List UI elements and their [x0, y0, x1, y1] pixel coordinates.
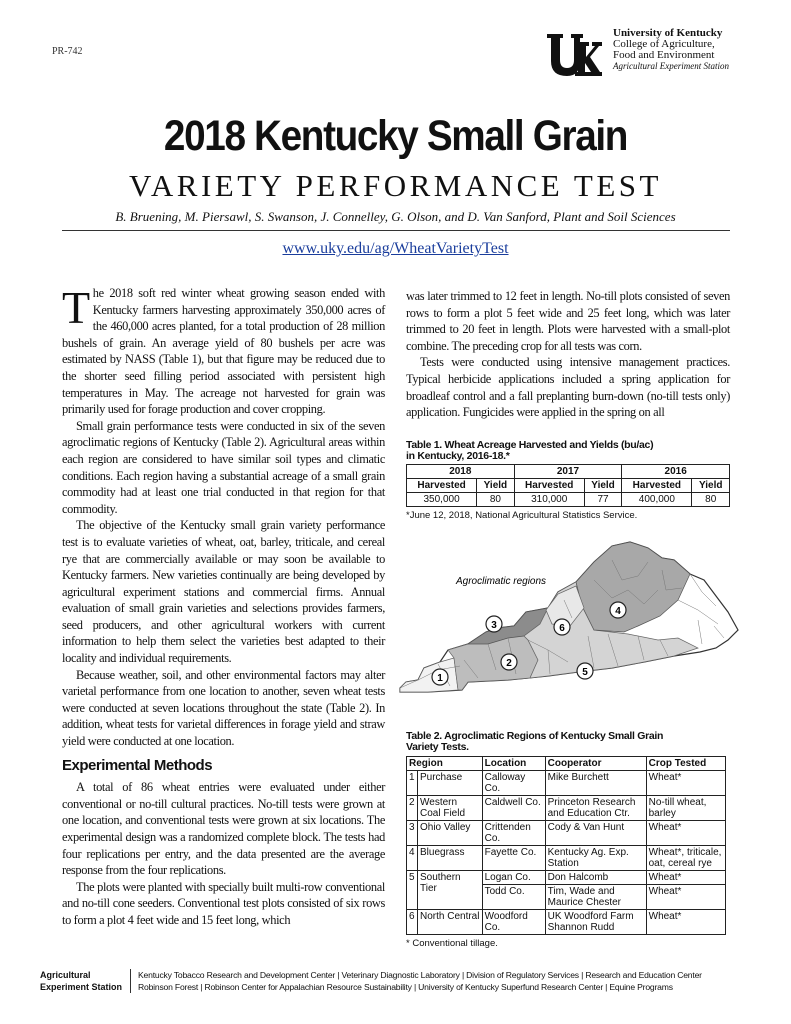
table-row [407, 910, 726, 935]
svg-text:6: 6 [559, 623, 565, 634]
website-link[interactable]: www.uky.edu/ag/WheatVarietyTest [282, 240, 509, 257]
svg-text:2: 2 [506, 658, 512, 669]
table-cell: Todd Co. [482, 885, 545, 910]
paragraph-locations: Because weather, soil, and other environmental factors may alter varietal performance from one location to another, seven wheat tests were conducted at seven locations throughout the state (Table 2). In addition, wheat tests for varietal differences in forage yield and straw yield were conducted at one location. [62, 667, 385, 749]
table-row [407, 771, 726, 796]
region-marker-5 [577, 663, 593, 679]
footer-station: Agricultural Experiment Station [40, 970, 123, 992]
table-cell: 1 [407, 771, 418, 796]
table-cell: No-till wheat, barley [646, 796, 725, 821]
table-cell: 350,000 [407, 493, 477, 507]
table-row [407, 493, 730, 507]
table-cell: Caldwell Co. [482, 796, 545, 821]
footer-units: Kentucky Tobacco Research and Development Center | Veterinary Diagnostic Laboratory | Division of Regulatory Services | Research and Education Center Robinson Forest | Robinson Center for Appalachian Resource Sustainability | University of Kentucky Superfund Research Center | Equine Programs [138, 970, 702, 992]
table-cell: Fayette Co. [482, 846, 545, 871]
table-cell: 4 [407, 846, 418, 871]
table-cell: Southern Tier [418, 871, 483, 910]
svg-text:3: 3 [491, 620, 497, 631]
paragraph-entries: A total of 86 wheat entries were evaluated under either conventional or no-till cultural practices. No-till tests were grown at one location, and conventional tests were grown at six locations. The experimental design was a randomized complete block. The tests had four replications per entry, and the data presented are the average response from the four replications. [62, 780, 385, 878]
table-cell: North Central [418, 910, 483, 935]
table-cell: 6 [407, 910, 418, 935]
table2-header: Cooperator [545, 757, 646, 771]
table1-year: 2016 [622, 465, 730, 479]
paragraph-management: Tests were conducted using intensive management practices. Typical herbicide applications included a spring application for broadleaf control and a fall preplanting burn-down (no-till tests only) application. Fungicides were applied in the spring on all [406, 355, 730, 420]
table-cell: 400,000 [622, 493, 692, 507]
intro-paragraph: The 2018 soft red winter wheat growing season ended with Kentucky farmers harvesting approximately 350,000 acres of the 460,000 acres planted, for a total production of 28 million bushels of grain. An average yield of 80 bushels per acre was estimated by NASS (Table 1), but that figure may be reduced due to the shorter seed filling period associated with persistent high temperatures in May. The acreage not harvested for grain was primarily used for forage production and cover cropping. [62, 282, 385, 417]
svg-text:4: 4 [615, 606, 621, 617]
region-marker-2 [501, 654, 517, 670]
table1-col-yield: Yield [692, 479, 730, 493]
table-cell: Western Coal Field [418, 796, 483, 821]
table-cell: Wheat* [646, 885, 725, 910]
uk-logo [545, 32, 603, 78]
paragraph-objective: The objective of the Kentucky small grain variety performance test is to evaluate varieties of wheat, oat, barley, triticale, and cereal rye that are commercially available or may soon be available to Kentucky farmers. New varieties continually are being developed by agricultural experiment stations and commercial firms. Annual evaluation of small grain varieties and selections provides farmers, seed producers, and other agricultural workers with current information to help them select the varieties best adapted to their locality and individual requirements. [62, 518, 385, 666]
map-label: Agroclimatic regions [456, 576, 547, 587]
section-heading: Experimental Methods [62, 756, 213, 774]
table-cell: Bluegrass [418, 846, 483, 871]
table1 [406, 464, 730, 507]
svg-text:1: 1 [437, 673, 443, 684]
region-marker-4 [610, 602, 626, 618]
table-cell: 3 [407, 821, 418, 846]
region-marker-3 [486, 616, 502, 632]
institution-block [613, 28, 729, 72]
table-cell: Wheat* [646, 910, 725, 935]
table1-year: 2017 [514, 465, 622, 479]
table-cell: Wheat* [646, 771, 725, 796]
table-cell: Don Halcomb [545, 871, 646, 885]
page-subtitle: VARIETY PERFORMANCE TEST [129, 168, 662, 203]
table1-col-harvested: Harvested [622, 479, 692, 493]
table-cell: Kentucky Ag. Exp. Station [545, 846, 646, 871]
region-marker-1 [432, 669, 448, 685]
table-row [407, 796, 726, 821]
table-cell: Wheat* [646, 871, 725, 885]
table2-header: Region [407, 757, 483, 771]
table-cell: Crittenden Co. [482, 821, 545, 846]
left-column [62, 282, 385, 929]
table-cell: Princeton Research and Education Ctr. [545, 796, 646, 821]
table-row [407, 846, 726, 871]
table-cell: Purchase [418, 771, 483, 796]
table-row [407, 871, 726, 885]
table-cell: Ohio Valley [418, 821, 483, 846]
kentucky-map [398, 540, 743, 695]
college-line2: Food and Environment [613, 49, 715, 61]
table1-block [406, 440, 730, 521]
paragraph-plots: The plots were planted with specially built multi-row conventional and no-till cone seeders. Conventional test plots consisted of six rows to form a plot 4 feet wide and 15 feet long, which [62, 879, 385, 927]
table-cell: 2 [407, 796, 418, 821]
table-cell: Logan Co. [482, 871, 545, 885]
table-cell: 310,000 [514, 493, 584, 507]
page-title: 2018 Kentucky Small Grain [163, 112, 628, 160]
university-name: University of Kentucky [613, 27, 723, 39]
table-cell: 80 [692, 493, 730, 507]
svg-text:5: 5 [582, 667, 588, 678]
station-name: Agricultural Experiment Station [613, 61, 729, 71]
table-cell: Woodford Co. [482, 910, 545, 935]
footer-divider [130, 969, 131, 993]
table2-header: Crop Tested [646, 757, 725, 771]
table-cell: UK Woodford Farm Shannon Rudd [545, 910, 646, 935]
table2-note: * Conventional tillage. [406, 938, 498, 949]
table-cell: Calloway Co. [482, 771, 545, 796]
table-cell: 77 [584, 493, 622, 507]
table1-caption: Table 1. Wheat Acreage Harvested and Yields (bu/ac) in Kentucky, 2016-18.* [406, 439, 654, 462]
table1-col-yield: Yield [477, 479, 515, 493]
drop-cap: T [62, 282, 90, 333]
table1-col-harvested: Harvested [407, 479, 477, 493]
right-column-text [406, 288, 730, 421]
document-code: PR-742 [52, 46, 83, 57]
table2-block [406, 731, 730, 949]
college-line1: College of Agriculture, [613, 38, 715, 50]
header-divider [62, 230, 730, 231]
table2-caption: Table 2. Agroclimatic Regions of Kentucky Small Grain Variety Tests. [406, 730, 664, 753]
table1-note: *June 12, 2018, National Agricultural Statistics Service. [406, 510, 638, 521]
table-cell: Tim, Wade and Maurice Chester [545, 885, 646, 910]
table-cell: Wheat* [646, 821, 725, 846]
table2 [406, 756, 726, 935]
paragraph-trimmed: was later trimmed to 12 feet in length. No-till plots consisted of seven rows to form a plot 5 feet wide and 25 feet long, which was later trimmed to 20 feet in length. Plots were harvested with a small-plot combine. The preceding crop for all tests was corn. [406, 289, 730, 353]
table-row [407, 821, 726, 846]
table-cell: 5 [407, 871, 418, 910]
paragraph-regions: Small grain performance tests were conducted in six of the seven agroclimatic regions of Kentucky (Table 2). Agricultural areas within each region are considered to have similar soil types and climatic conditions. Each region having a substantial acreage of a small grain commodity had at least one trial conducted in that region for that commodity. [62, 418, 385, 516]
table-cell: Cody & Van Hunt [545, 821, 646, 846]
table-cell: 80 [477, 493, 515, 507]
authors-line: B. Bruening, M. Piersawl, S. Swanson, J. Connelley, G. Olson, and D. Van Sanford, Plant and Soil Sciences [115, 209, 676, 224]
table-cell: Mike Burchett [545, 771, 646, 796]
table1-year: 2018 [407, 465, 515, 479]
table-cell: Wheat*, triticale, oat, cereal rye [646, 846, 725, 871]
table1-col-yield: Yield [584, 479, 622, 493]
region-marker-6 [554, 619, 570, 635]
table1-col-harvested: Harvested [514, 479, 584, 493]
table2-header: Location [482, 757, 545, 771]
